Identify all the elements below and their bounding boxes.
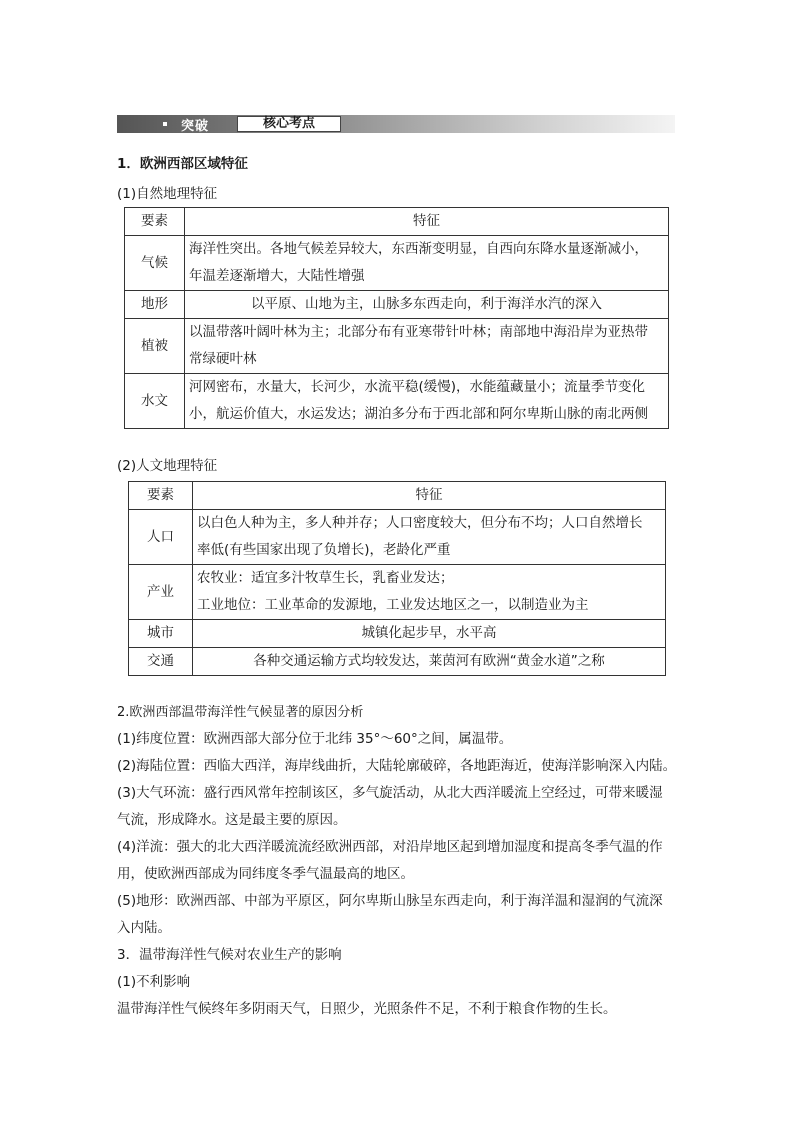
section1-sub1: (1)自然地理特征 bbox=[117, 186, 218, 202]
row-value-line: 河网密布，水量大，长河少，水流平稳(缓慢)，水能蕴藏量小；流量季节变化 bbox=[189, 379, 646, 395]
row-value bbox=[193, 510, 666, 565]
row-value-line: 率低(有些国家出现了负增长)，老龄化严重 bbox=[197, 542, 451, 558]
section1-sub2: (2)人文地理特征 bbox=[117, 458, 218, 474]
list-item: (4)洋流：强大的北大西洋暖流流经欧洲西部，对沿岸地区起到增加湿度和提高冬季气温的作 bbox=[117, 839, 663, 855]
list-item: (2)海陆位置：西临大西洋，海岸线曲折，大陆轮廓破碎，各地距海近，使海洋影响深入内陆。 bbox=[117, 758, 677, 774]
table-row bbox=[129, 510, 666, 565]
row-value bbox=[185, 236, 669, 291]
row-value-line: 城镇化起步早，水平高 bbox=[361, 625, 497, 641]
row-value-line: 以白色人种为主，多人种并存；人口密度较大，但分布不均；人口自然增长 bbox=[197, 515, 643, 531]
section3-sub1: (1)不利影响 bbox=[117, 974, 191, 990]
section-banner-content bbox=[117, 115, 239, 133]
list-item: (3)大气环流：盛行西风常年控制该区，多气旋活动，从北大西洋暖流上空经过，可带来暖湿 bbox=[117, 785, 663, 801]
table-header-cell: 特征 bbox=[185, 208, 669, 236]
section3-text: 温带海洋性气候终年多阴雨天气，日照少，光照条件不足，不利于粮食作物的生长。 bbox=[117, 1001, 617, 1017]
table-header-row bbox=[125, 208, 669, 236]
row-value-line: 各种交通运输方式均较发达，莱茵河有欧洲“黄金水道”之称 bbox=[253, 653, 605, 669]
section2-heading: 2.欧洲西部温带海洋性气候显著的原因分析 bbox=[117, 705, 364, 720]
row-key: 产业 bbox=[129, 565, 193, 620]
row-value bbox=[185, 319, 669, 374]
row-value-line: 年温差逐渐增大，大陆性增强 bbox=[189, 268, 365, 284]
table-header-cell: 要素 bbox=[125, 208, 185, 236]
row-value-line: 农牧业：适宜多汁牧草生长，乳畜业发达； bbox=[197, 570, 454, 586]
row-key: 水文 bbox=[125, 374, 185, 429]
row-key: 交通 bbox=[129, 648, 193, 676]
row-key: 植被 bbox=[125, 319, 185, 374]
section2-items bbox=[117, 726, 679, 942]
banner-title: 突破 bbox=[181, 118, 210, 134]
section3 bbox=[117, 942, 679, 1023]
row-value-line: 小，航运价值大，水运发达；湖泊多分布于西北部和阿尔卑斯山脉的南北两侧 bbox=[189, 406, 648, 422]
table-header-cell: 要素 bbox=[129, 482, 193, 510]
row-value bbox=[185, 374, 669, 429]
table-row bbox=[129, 565, 666, 620]
human-features-table bbox=[128, 481, 666, 676]
table-row bbox=[125, 236, 669, 291]
row-value bbox=[193, 620, 666, 648]
table-header-cell: 特征 bbox=[193, 482, 666, 510]
section3-heading: 3．温带海洋性气候对农业生产的影响 bbox=[117, 947, 342, 963]
row-value bbox=[193, 565, 666, 620]
row-key: 人口 bbox=[129, 510, 193, 565]
table-row bbox=[129, 620, 666, 648]
table-row bbox=[125, 374, 669, 429]
row-key: 城市 bbox=[129, 620, 193, 648]
row-value-line: 以温带落叶阔叶林为主；北部分布有亚寒带针叶林；南部地中海沿岸为亚热带 bbox=[189, 324, 648, 340]
row-key: 气候 bbox=[125, 236, 185, 291]
table-row bbox=[125, 319, 669, 374]
table-header-row bbox=[129, 482, 666, 510]
table-row bbox=[129, 648, 666, 676]
natural-features-table bbox=[124, 207, 669, 429]
section1-heading: 1．欧洲西部区域特征 bbox=[117, 156, 248, 172]
row-value-line: 海洋性突出。各地气候差异较大，东西渐变明显，自西向东降水量逐渐减小， bbox=[189, 241, 648, 257]
list-item: (5)地形：欧洲西部、中部为平原区，阿尔卑斯山脉呈东西走向，利于海洋温和湿润的气流深 bbox=[117, 893, 663, 909]
row-value bbox=[193, 648, 666, 676]
table-row bbox=[125, 291, 669, 319]
row-value-line: 工业地位：工业革命的发源地，工业发达地区之一，以制造业为主 bbox=[197, 597, 589, 613]
list-item: (1)纬度位置：欧洲西部大部分位于北纬 35°～60°之间，属温带。 bbox=[117, 731, 513, 747]
square-bullet-icon bbox=[163, 122, 167, 126]
row-value-line: 以平原、山地为主，山脉多东西走向，利于海洋水汽的深入 bbox=[251, 296, 602, 312]
row-value-line: 常绿硬叶林 bbox=[189, 351, 257, 367]
banner-tag: 核心考点 bbox=[237, 116, 341, 132]
list-item-continuation: 用，使欧洲西部成为同纬度冬季气温最高的地区。 bbox=[117, 866, 414, 882]
list-item-continuation: 气流，形成降水。这是最主要的原因。 bbox=[117, 812, 347, 828]
row-key: 地形 bbox=[125, 291, 185, 319]
row-value bbox=[185, 291, 669, 319]
list-item-continuation: 入内陆。 bbox=[117, 920, 171, 936]
